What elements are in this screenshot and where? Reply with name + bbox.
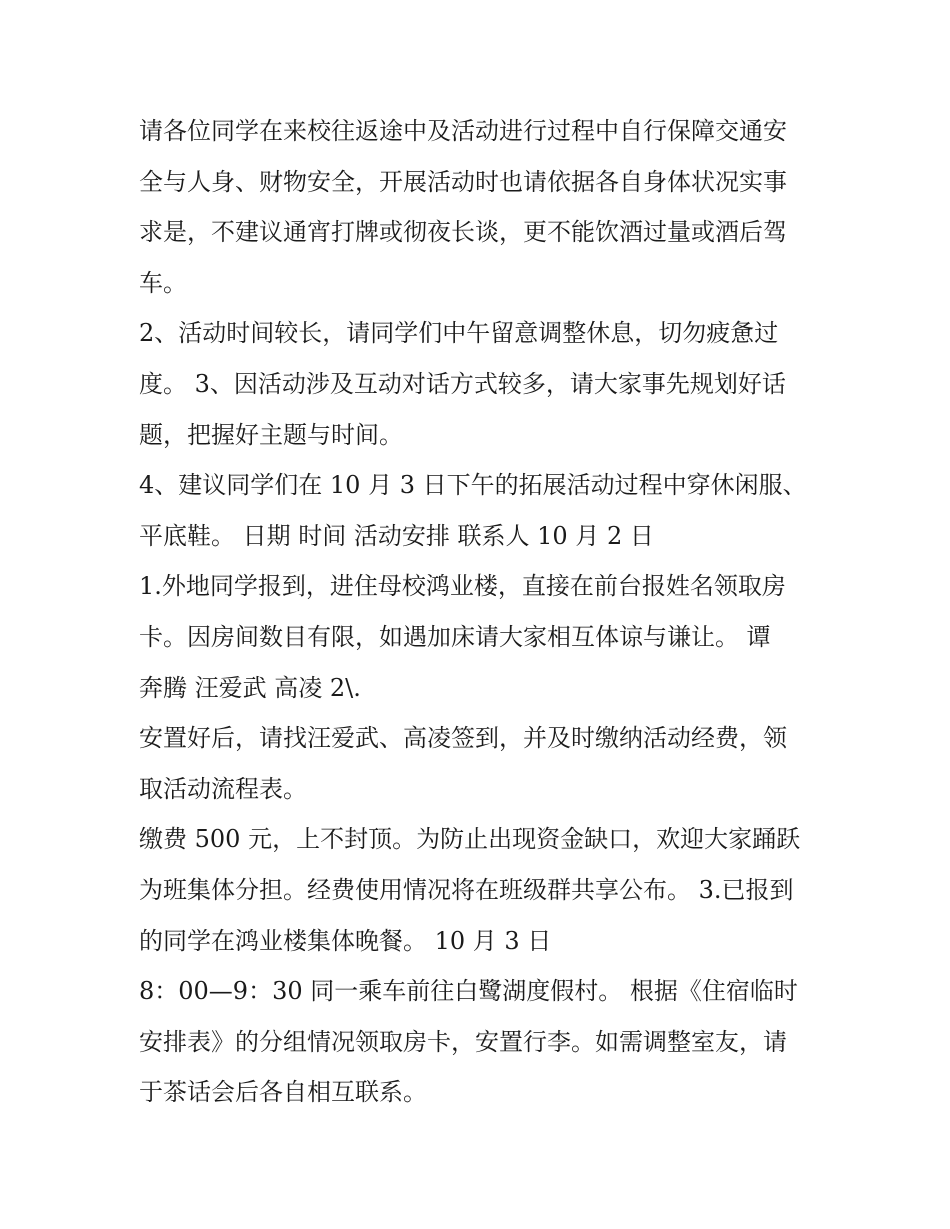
text-line: 题，把握好主题与时间。 [139, 420, 403, 449]
text-line: 平底鞋。 日期 时间 活动安排 联系人 10 月 2 日 [139, 521, 654, 550]
text-line: 全与人身、财物安全，开展活动时也请依据各自身体状况实事 [139, 167, 787, 196]
text-line: 安置好后，请找汪爱武、高凌签到，并及时缴纳活动经费，领 [139, 724, 787, 753]
text-line: 奔腾 汪爱武 高凌 2\. [139, 673, 361, 702]
text-line: 的同学在鸿业楼集体晚餐。 10 月 3 日 [139, 926, 552, 955]
paragraph-safety-notice [139, 106, 819, 308]
text-line: 4、建议同学们在 10 月 3 日下午的拓展活动过程中穿休闲服、 [139, 471, 807, 500]
paragraph-sign-in [139, 713, 819, 814]
paragraph-fee [139, 814, 819, 966]
text-line: 请各位同学在来校往返途中及活动进行过程中自行保障交通安 [139, 117, 787, 145]
paragraph-check-in [139, 561, 819, 713]
text-line: 1.外地同学报到，进住母校鸿业楼，直接在前台报姓名领取房 [139, 572, 786, 601]
paragraph-rest-and-topics [139, 308, 819, 460]
text-line: 安排表》的分组情况领取房卡，安置行李。如需调整室友，请 [139, 1027, 787, 1056]
text-line: 取活动流程表。 [139, 774, 307, 803]
text-line: 车。 [139, 268, 187, 297]
text-line: 为班集体分担。经费使用情况将在班级群共享公布。 3.已报到 [139, 875, 794, 904]
text-line: 于茶话会后各自相互联系。 [139, 1078, 427, 1107]
text-line: 卡。因房间数目有限，如遇加床请大家相互体谅与谦让。 谭 [139, 622, 771, 651]
text-line: 8：00—9：30 同一乘车前往白鹭湖度假村。 根据《住宿临时 [139, 977, 798, 1006]
text-line: 求是，不建议通宵打牌或彻夜长谈，更不能饮酒过量或酒后驾 [139, 218, 787, 247]
text-line: 2、活动时间较长，请同学们中午留意调整休息，切勿疲惫过 [139, 319, 779, 348]
text-line: 缴费 500 元，上不封顶。为防止出现资金缺口，欢迎大家踊跃 [139, 825, 801, 854]
paragraph-dress-and-schedule-header [139, 460, 819, 561]
text-line: 度。 3、因活动涉及互动对话方式较多，请大家事先规划好话 [139, 369, 786, 398]
document-body [139, 106, 819, 1118]
paragraph-departure [139, 966, 819, 1118]
